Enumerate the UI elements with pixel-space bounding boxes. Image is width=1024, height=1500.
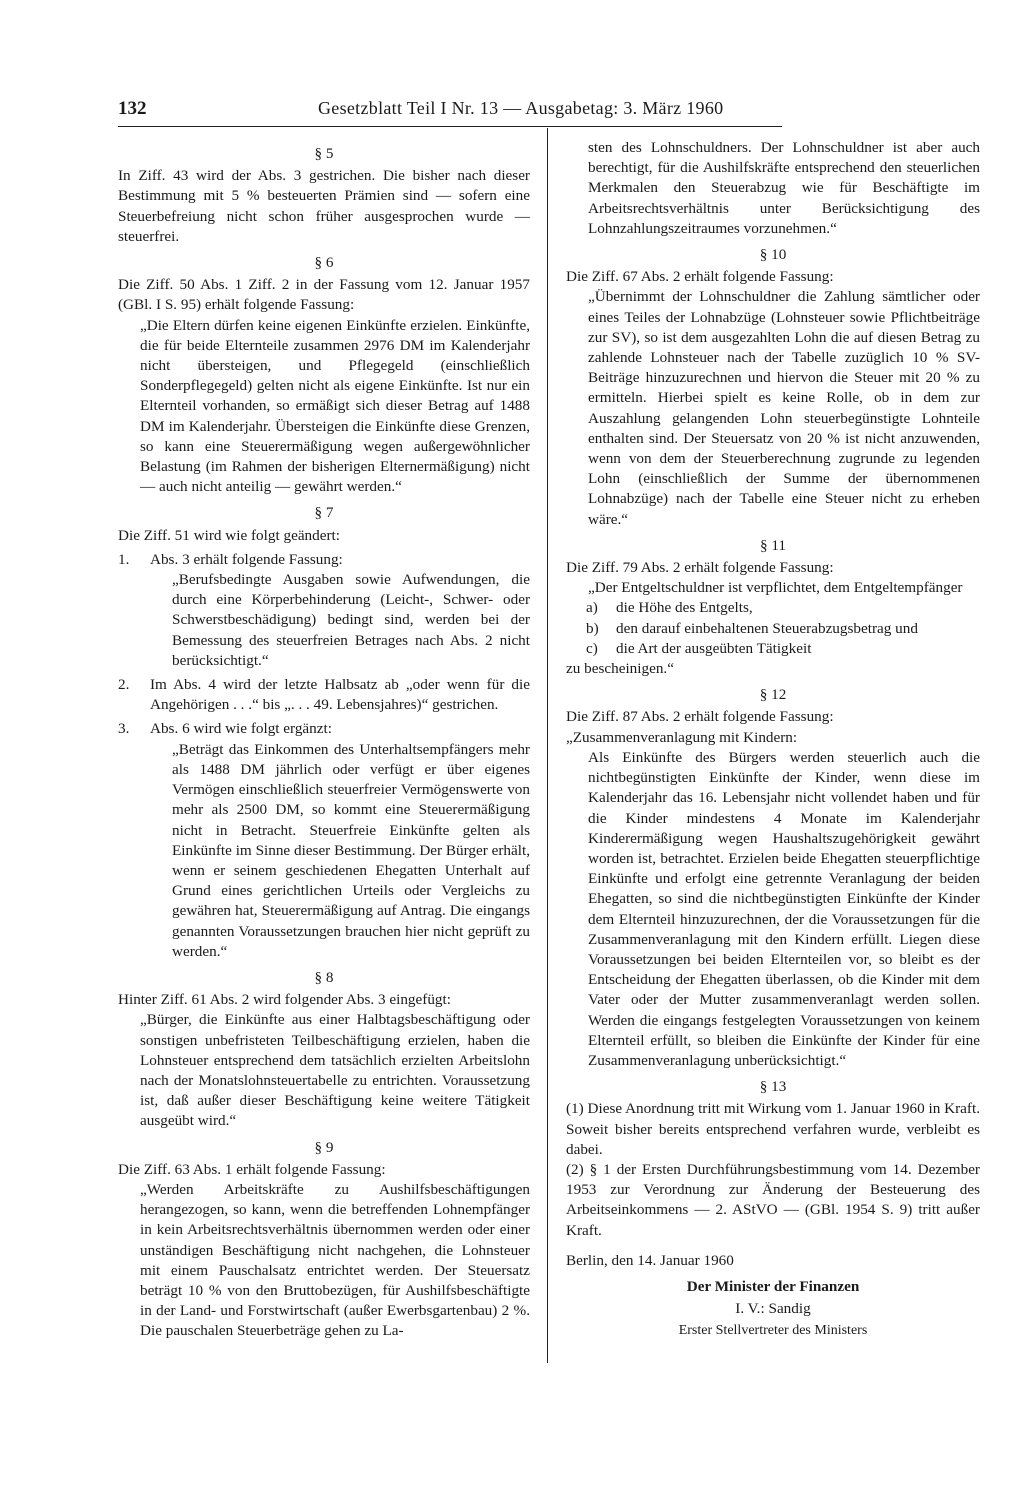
item-quote: „Berufsbedingte Ausgaben sowie Aufwendungen, die durch eine Körperbehinderung (Leicht-, Schwer- oder Schwerstbeschädigung) bedingt sind, werden bei der Bemessung des steuerfreien Betrages nach Abs. 2 nicht berücksichtigt.“ <box>172 571 530 669</box>
column-divider <box>547 128 548 1363</box>
section-6-intro: Die Ziff. 50 Abs. 1 Ziff. 2 in der Fassung vom 12. Januar 1957 (GBl. I S. 95) erhält folgende Fassung: <box>118 276 530 314</box>
signature-role: Erster Stellvertreter des Ministers <box>678 1323 868 1339</box>
section-8-intro: Hinter Ziff. 61 Abs. 2 wird folgender Abs. 3 eingefügt: <box>118 991 451 1009</box>
section-8-title: § 8 <box>314 968 334 986</box>
section-7-title: § 7 <box>314 504 334 522</box>
item-text: Abs. 6 wird wie folgt ergänzt: <box>150 720 332 738</box>
section-12-heading: „Zusammenveranlagung mit Kindern: <box>566 728 798 746</box>
signature-organization: Der Minister der Finanzen <box>686 1277 860 1295</box>
item-letter: c) <box>586 639 598 657</box>
item-number: 1. <box>118 550 130 568</box>
section-7-item-3 <box>118 719 530 961</box>
section-7-item-1 <box>118 550 530 671</box>
section-9-intro: Die Ziff. 63 Abs. 1 erhält folgende Fassung: <box>118 1160 386 1178</box>
item-text: Im Abs. 4 wird der letzte Halbsatz ab „oder wenn für die Angehörigen . . .“ bis „. . . 49. Lebensjahres)“ gestrichen. <box>150 676 530 714</box>
section-7-intro: Die Ziff. 51 wird wie folgt geändert: <box>118 526 340 544</box>
item-quote: „Beträgt das Einkommen des Unterhaltsempfängers mehr als 1488 DM jährlich oder verfügt er über eigenes Vermögen einschließlich steuerfreier Vermögenswerte von mehr als 2500 DM, so kommt eine Steuerermäßigung nicht in Betracht. Steuerfreie Einkünfte gelten als Einkünfte im Sinne dieser Bestimmung. Der Bürger erhält, wenn er seinem geschiedenen Ehegatten Unterhalt auf Grund eines gerichtlichen Urteils oder Vergleichs zu gewähren hat, Steuerermäßigung auf Antrag. Die eingangs genannten Voraussetzungen brauchen hier nicht geprüft zu werden.“ <box>172 740 530 960</box>
section-13-paragraph-1: (1) Diese Anordnung tritt mit Wirkung vom 1. Januar 1960 in Kraft. Soweit bisher bereits entsprechend verfahren wurde, verbleibt es dabei. <box>566 1100 980 1158</box>
section-9-title: § 9 <box>314 1138 334 1156</box>
section-11-item-c <box>586 639 980 659</box>
item-text: die Höhe des Entgelts, <box>616 599 753 617</box>
section-6-title: § 6 <box>314 254 334 272</box>
signature-name: I. V.: Sandig <box>735 1300 811 1318</box>
item-text: den darauf einbehaltenen Steuerabzugsbetrag und <box>616 619 918 637</box>
section-11-item-a <box>586 598 980 618</box>
section-12-intro: Die Ziff. 87 Abs. 2 erhält folgende Fassung: <box>566 708 834 726</box>
section-9-continued: sten des Lohnschuldners. Der Lohnschuldner ist aber auch berechtigt, für die Aushilfskräfte entsprechend den steuerlichen Merkmalen den Steuerabzug wie für Beschäftigte im Arbeitsrechtsverhältnis unter Berücksichtigung des Lohnzahlungszeitraumes vorzunehmen.“ <box>588 139 980 237</box>
section-8-quote: „Bürger, die Einkünfte aus einer Halbtagsbeschäftigung oder sonstigen unbefristeten Teilbeschäftigung erzielen, haben die Lohnsteuer entsprechend dem tatsächlich erzielten Arbeitslohn nach der Monatslohnsteuertabelle zu entrichten. Voraussetzung ist, daß außer dieser Beschäftigung keine weitere Tätigkeit ausgeübt wird.“ <box>140 1011 530 1130</box>
page-number: 132 <box>118 98 147 119</box>
section-13-title: § 13 <box>759 1078 787 1096</box>
item-letter: a) <box>586 599 598 617</box>
section-9-quote: „Werden Arbeitskräfte zu Aushilfsbeschäftigungen herangezogen, so kann, wenn die betreffenden Lohnempfänger in kein Arbeitsrechtsverhältnis übernommen werden oder einer unständigen Beschäftigung nicht nachgehen, die Lohnsteuer mit einem Pauschalsatz entrichtet werden. Der Steuersatz beträgt 10 % von den Bruttobezügen, für Aushilfsbeschäftigte in der Land- und Forstwirtschaft (außer Ewerbsgartenbau) 2 %. Die pauschalen Steuerbeträge gehen zu La- <box>140 1180 530 1340</box>
section-6-quote: „Die Eltern dürfen keine eigenen Einkünfte erzielen. Einkünfte, die für beide Elternteile zusammen 2976 DM im Kalenderjahr nicht übersteigen, und Pflegegeld (einschließlich Sonderpflegegeld) gelten nicht als eigene Einkünfte. Ist nur ein Elternteil vorhanden, so ermäßigt sich dieser Betrag auf 1488 DM im Kalenderjahr. Übersteigen die Einkünfte diese Grenzen, so kann eine Steuerermäßigung wegen außergewöhnlicher Belastung (im Rahmen der bisherigen Elternermäßigung) nicht — auch nicht anteilig — gewährt werden.“ <box>140 316 530 496</box>
item-text: Abs. 3 erhält folgende Fassung: <box>150 550 343 568</box>
section-5-title: § 5 <box>314 145 334 162</box>
section-13-paragraph-2: (2) § 1 der Ersten Durchführungsbestimmung vom 14. Dezember 1953 zur Verordnung zur Änderung der Besteuerung des Arbeitseinkommens — 2. AStVO — (GBl. 1954 S. 9) tritt außer Kraft. <box>566 1160 980 1239</box>
section-12-title: § 12 <box>759 686 787 704</box>
section-5-text: In Ziff. 43 wird der Abs. 3 gestrichen. Die bisher nach dieser Bestimmung mit 5 % besteuerten Prämien sind — sofern eine Steuerbefreiung nicht schon früher ausgesprochen wurde — steuerfrei. <box>118 167 530 245</box>
item-number: 3. <box>118 720 130 738</box>
section-10-quote: „Übernimmt der Lohnschuldner die Zahlung sämtlicher oder eines Teiles der Lohnabzüge (Lohnsteuer sowie Pflichtbeiträge zur SV), so ist dem ausgezahlten Lohn die auf diesen Betrag zu zahlende Lohnsteuer nach der Tabelle zuzüglich 10 % SV-Beiträge hinzuzurechnen und hiervon die Steuer mit 20 % zu ermitteln. Hierbei spielt es keine Rolle, ob in dem zur Auszahlung gelangenden Lohn steuerbegünstigte Lohnteile enthalten sind. Der Steuersatz von 20 % ist nicht anzuwenden, wenn von dem der Steuerberechnung zugrunde zu legenden Lohn (einschließlich der Summe der übernommenen Lohnabzüge) nach der Tabelle eine Steuer nicht zu erheben wäre.“ <box>588 288 980 528</box>
header-rule <box>118 126 782 127</box>
left-column <box>118 138 530 1342</box>
item-letter: b) <box>586 619 599 637</box>
section-11-item-b <box>586 619 980 639</box>
right-column <box>566 138 980 1342</box>
section-7-item-2 <box>118 675 530 715</box>
section-10-title: § 10 <box>759 246 787 264</box>
section-11-close: zu bescheinigen.“ <box>566 660 674 678</box>
gazette-title: Gesetzblatt Teil I Nr. 13 — Ausgabetag: 3. März 1960 <box>318 98 724 118</box>
section-11-quote: „Der Entgeltschuldner ist verpflichtet, dem Entgeltempfänger <box>588 579 963 597</box>
section-11-intro: Die Ziff. 79 Abs. 2 erhält folgende Fassung: <box>566 559 834 577</box>
section-11-title: § 11 <box>759 536 786 554</box>
section-12-quote: Als Einkünfte des Bürgers werden steuerlich auch die nichtbegünstigten Einkünfte der Kinder, wenn diese im Kalenderjahr das 16. Lebensjahr nicht vollendet haben und für die Kinder mindestens 4 Monate im Kalenderjahr Kinderermäßigung wegen Haushaltszugehörigkeit gewährt worden ist, betrachtet. Erzielen beide Ehegatten steuerpflichtige Einkünfte und erfolgt eine getrennte Veranlagung der beiden Ehegatten, so sind die nichtbegünstigten Einkünfte der Kinder dem Elternteil hinzuzurechnen, der die Voraussetzungen für die Zusammenveranlagung mit den Kindern erfüllt. Liegen diese Voraussetzungen bei beiden Elternteilen vor, so bleibt es der Entscheidung der Ehegatten überlassen, ob die Kinder mit dem Vater oder der Mutter zusammenveranlagt werden sollen. Werden die eingangs festgelegten Voraussetzungen von keinem Elternteil erfüllt, so bleiben die Einkünfte der Kinder für eine Zusammenveranlagung unberücksichtigt.“ <box>588 748 980 1069</box>
place-date: Berlin, den 14. Januar 1960 <box>566 1251 734 1269</box>
item-number: 2. <box>118 676 130 694</box>
item-text: die Art der ausgeübten Tätigkeit <box>616 639 812 657</box>
section-10-intro: Die Ziff. 67 Abs. 2 erhält folgende Fassung: <box>566 268 834 286</box>
page-header <box>118 98 782 124</box>
